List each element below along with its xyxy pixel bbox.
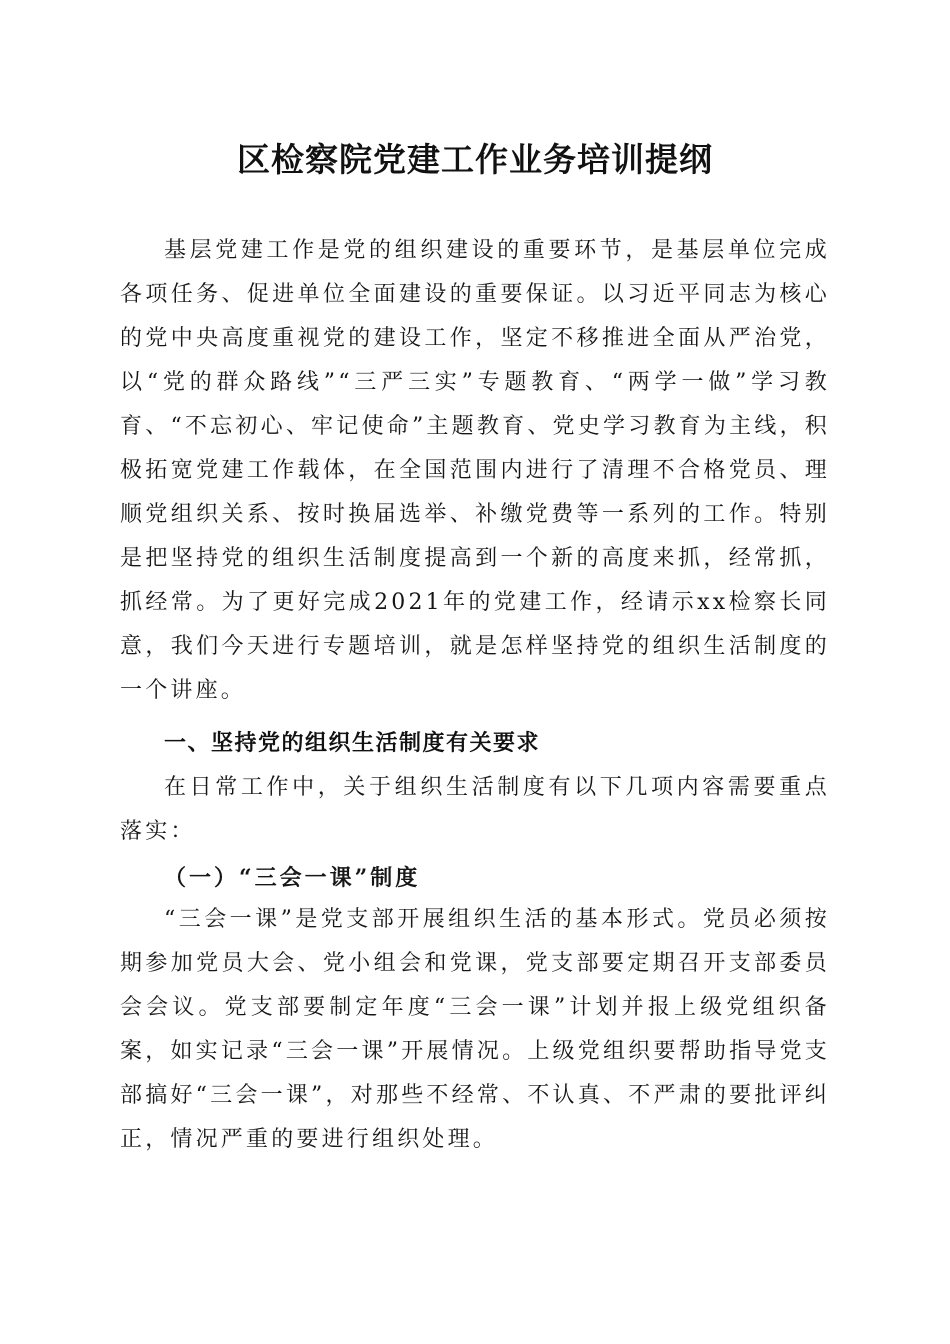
subsection-1-paragraph: “三会一课”是党支部开展组织生活的基本形式。党员必须按期参加党员大会、党小组会和党课，党支部要定期召开支部委员会会议。党支部要制定年度“三会一课”计划并报上级党组织备案，如实记录“三会一课”开展情况。上级党组织要帮助指导党支部搞好“三会一课”，对那些不经常、不认真、不严肃的要批评纠正，情况严重的要进行组织处理。	[120, 907, 830, 1152]
section-1-paragraph: 在日常工作中，关于组织生活制度有以下几项内容需要重点落实：	[120, 775, 830, 844]
section-1-heading: 一、坚持党的组织生活制度有关要求	[164, 731, 541, 756]
document-title: 区检察院党建工作业务培训提纲	[237, 140, 713, 179]
subsection-1-heading: （一）“三会一课”制度	[164, 865, 421, 891]
intro-paragraph: 基层党建工作是党的组织建设的重要环节，是基层单位完成各项任务、促进单位全面建设的重要保证。以习近平同志为核心的党中央高度重视党的建设工作，坚定不移推进全面从严治党，以“党的群众路线”“三严三实”专题教育、“两学一做”学习教育、“不忘初心、牢记使命”主题教育、党史学习教育为主线，积极拓宽党建工作载体，在全国范围内进行了清理不合格党员、理顺党组织关系、按时换届选举、补缴党费等一系列的工作。特别是把坚持党的组织生活制度提高到一个新的高度来抓，经常抓，抓经常。为了更好完成2021年的党建工作，经请示xx检察长同意，我们今天进行专题培训，就是怎样坚持党的组织生活制度的一个讲座。	[120, 238, 830, 703]
